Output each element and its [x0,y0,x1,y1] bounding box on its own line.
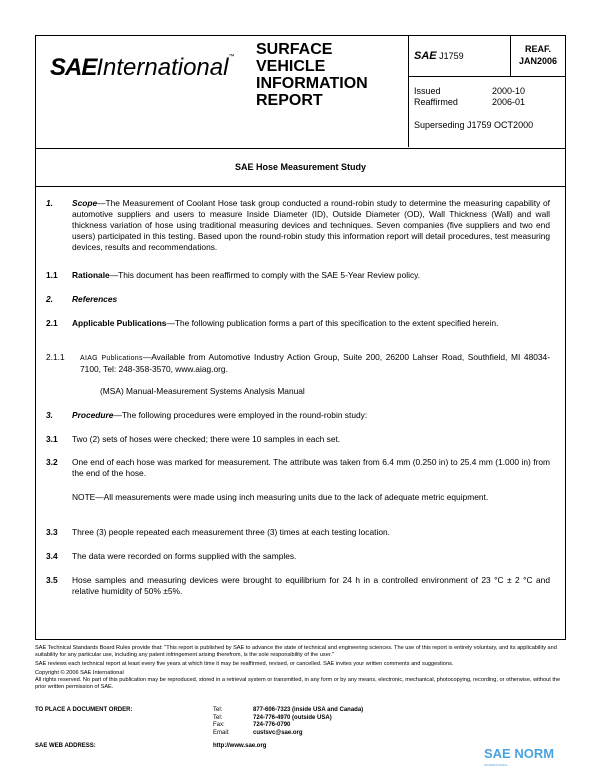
logo-tm: ™ [228,54,235,60]
contact-key: Fax: [213,722,225,728]
contact-key: Email: [213,729,230,736]
title-line: REPORT [256,92,323,109]
web-link[interactable]: http://www.sae.org [213,743,267,749]
section-number: 2.1.1 [46,352,65,362]
issue-dates [414,86,525,108]
sae-international-logo [50,54,250,88]
section-heading: Procedure [72,410,114,420]
section-number: 3. [46,410,53,420]
order-label: TO PLACE A DOCUMENT ORDER: [35,707,133,713]
badge-small-text: INTERNATIONAL [484,763,508,767]
doc-number-value: J1759 [439,51,464,61]
legal-footer [35,645,566,693]
sae-norm-badge [484,745,596,765]
badge-text: SAE NORM [484,746,555,761]
section-text: —The Measurement of Coolant Hose task group conducted a round-robin study to determine the measuring capability of automotive suppliers and users to measure Inside Diameter (ID), Outside Diameter (OD), Wall Thickness (Wall) and wall thickness variation of hose using traditional measuring devices and techniques. Seven companies (five suppliers and two end users) participated in this testing. Based upon the round-robin study this information report will detail procedures, test measuring devices, results and recommendations. [72,198,550,252]
reaf-label: REAF. [524,44,551,54]
doc-prefix: SAE [414,50,437,62]
footer-copyright: Copyright © 2006 SAE International [35,670,124,676]
section-number: 2.1 [46,318,58,328]
title-line: INFORMATION [256,75,368,92]
contact-key: Tel: [213,707,223,713]
reaffirmed-box [512,43,564,67]
section-number: 3.1 [46,434,58,444]
section-number: 3.2 [46,457,58,467]
header [36,36,565,149]
logo-international: International [96,54,229,81]
divider [408,76,565,77]
issued-label: Issued [414,86,441,96]
title-line: SURFACE [256,41,333,58]
superseding-note: Superseding J1759 OCT2000 [414,120,534,130]
logo-sae: SAE [50,54,97,81]
section-text: Two (2) sets of hoses were checked; there were 10 samples in each set. [72,434,341,444]
section-heading: Applicable Publications [72,318,167,328]
section-text: —The following publication forms a part of this specification to the extent specified herein. [166,318,499,328]
section-text: The data were recorded on forms supplied with the samples. [72,551,297,561]
web-label: SAE WEB ADDRESS: [35,743,96,749]
contact-value: 724-776-4970 (outside USA) [253,714,332,721]
footer-rights: All rights reserved. No part of this publication may be reproduced, stored in a retrieval system or transmitted, in any form or by any means, electronic, mechanical, photocopying, recording, or otherwise, without the prior written permission of SAE. [35,677,561,690]
contact-value: 724-776-0790 [253,722,291,728]
contact-email[interactable]: custsvc@sae.org [253,729,303,736]
section-number: 2. [46,294,53,304]
section-text: —This document has been reaffirmed to comply with the SAE 5-Year Review policy. [109,270,421,280]
reference-text: (MSA) Manual-Measurement Systems Analysis Manual [100,386,305,396]
document-title: SAE Hose Measurement Study [36,148,565,187]
issued-value: 2000-10 [492,86,526,96]
footer-review: SAE reviews each technical report at least every five years at which time it may be reaffirmed, revised, or cancelled. SAE invites your written comments and suggestions. [35,661,454,667]
reaf-date: JAN2006 [518,56,558,66]
contact-value: 877-606-7323 (inside USA and Canada) [253,707,364,713]
note-text: NOTE—All measurements were made using inch measuring units due to the lack of adequate metric equipment. [72,492,489,502]
section-heading: AIAG Publications [80,355,143,362]
title-line: VEHICLE [256,58,326,75]
footer-rules: SAE Technical Standards Board Rules provide that: "This report is published by SAE to advance the state of technical and engineering sciences. The use of this report is entirely voluntary, and its applicability and suitability for any particular use, including any patent infringement arising therefrom, is the sole responsibility of the user." [35,645,557,658]
reaffirmed-label: Reaffirmed [414,97,458,107]
divider [408,36,409,147]
section-text: One end of each hose was marked for measurement. The attribute was taken from 6.4 mm (0.250 in) to 25.4 mm (1.000 in) from the end of the hose. [72,457,550,478]
section-text: —The following procedures were employed in the round-robin study: [113,410,368,420]
section-number: 3.5 [46,575,58,585]
section-heading: References [72,294,118,304]
section-text: —Available from Automotive Industry Action Group, Suite 200, 26200 Lahser Road, Southfield, MI 48034-7100, Tel: 248-358-3570, www.aiag.org. [80,352,550,374]
section-number: 1.1 [46,270,58,280]
section-heading: Scope [72,198,98,208]
section-text: Hose samples and measuring devices were brought to equilibrium for 24 h in a controlled environment of 23 °C ± 2 °C and relative humidity of 50% ±5%. [72,575,550,596]
section-number: 3.3 [46,527,58,537]
section-heading: Rationale [72,270,110,280]
contact-key: Tel: [213,714,223,721]
document-number [414,50,464,62]
section-number: 3.4 [46,551,58,561]
section-number: 1. [46,198,53,208]
document-frame [35,35,566,640]
section-text: Three (3) people repeated each measurement three (3) times at each testing location. [72,527,390,537]
divider [510,36,511,76]
reaffirmed-value: 2006-01 [492,97,526,107]
report-type-title [256,41,406,109]
